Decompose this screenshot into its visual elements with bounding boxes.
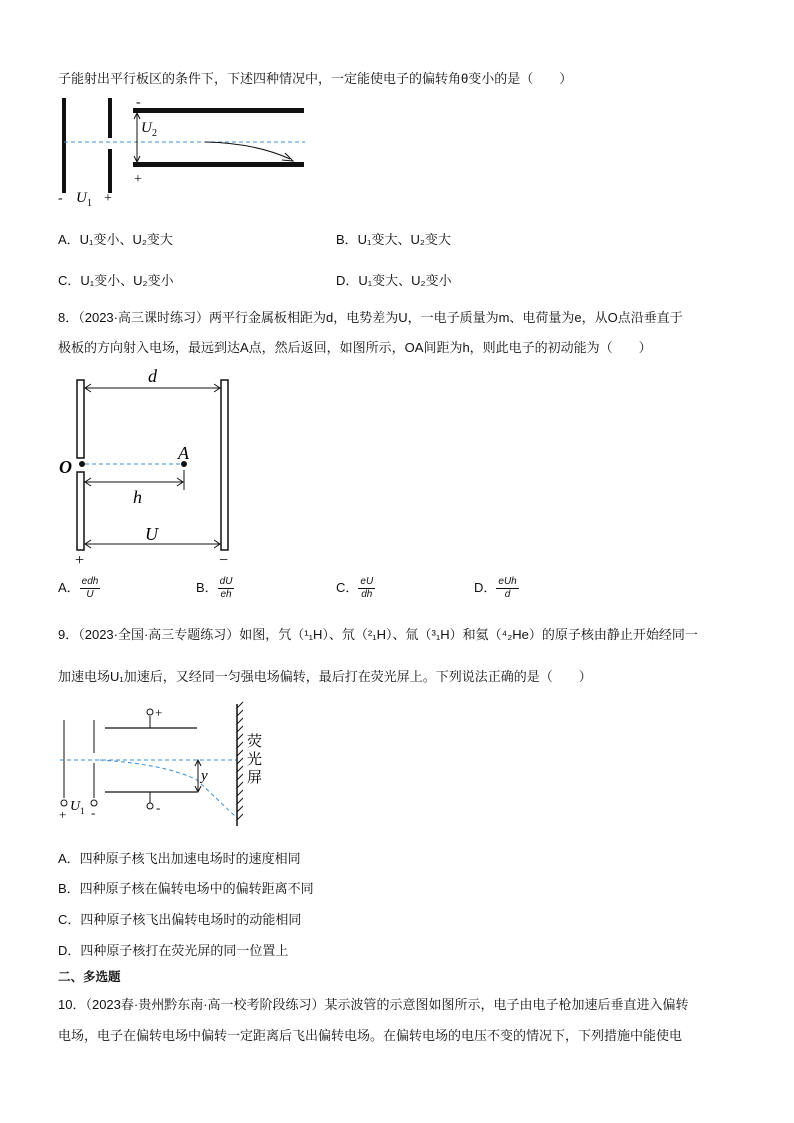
q9-u1-sub: 1 xyxy=(80,806,85,816)
q7-minus-left: - xyxy=(58,191,63,206)
q8-figure xyxy=(55,362,255,570)
q9-plus-top: + xyxy=(155,705,163,720)
q7-u2-label: U xyxy=(141,120,152,136)
q8-minus: − xyxy=(219,552,229,569)
q9-screen-label-2: 光 xyxy=(247,752,263,768)
q9-terminal-bottom xyxy=(147,803,153,809)
q8-option-a[interactable]: A． $\frac{\text{edh}}{U}$ xyxy=(58,576,99,600)
q7-plate-left-2-bottom xyxy=(108,149,112,193)
q9-screen-hatch xyxy=(237,702,243,820)
q10-stem-line2: 电场，电子在偏转电场中偏转一定距离后飞出偏转电场。在偏转电场的电压不变的情况下，下列措施中能使电 xyxy=(58,1028,683,1043)
q7-option-c[interactable]: C．U₁变小、U₂变小 xyxy=(58,273,174,288)
section-heading-multiple-choice: 二、多选题 xyxy=(58,970,121,984)
q8-left-plate-top xyxy=(77,380,84,458)
q9-screen-label-1: 荧 xyxy=(247,734,263,750)
q8-left-plate-bottom xyxy=(77,472,84,550)
q8-stem-line1: 8．（2023·高三课时练习）两平行金属板相距为d，电势差为U，一电子质量为m、电荷量为e，从O点沿垂直于 xyxy=(58,310,683,325)
q7-plate-bottom xyxy=(133,162,304,167)
q9-plus-left: + xyxy=(59,807,67,822)
q7-u1-sub: 1 xyxy=(87,198,92,207)
q9-terminal-left-1 xyxy=(61,800,67,806)
q7-stem-tail: 子能射出平行板区的条件下，下述四种情况中，一定能使电子的偏转角θ变小的是（ ） xyxy=(58,71,573,86)
q9-u1-label: U xyxy=(70,799,81,814)
q7-figure xyxy=(55,92,315,207)
q8-d-label: d xyxy=(148,366,157,386)
q7-option-d[interactable]: D．U₁变大、U₂变小 xyxy=(336,273,452,288)
q8-u-label: U xyxy=(145,524,158,544)
q8-o-label: O xyxy=(59,457,72,477)
q8-a-label: A xyxy=(178,443,189,463)
q7-plus-left: + xyxy=(104,191,112,206)
q9-option-d[interactable]: D．四种原子核打在荧光屏的同一位置上 xyxy=(58,943,289,958)
q7-electron-path xyxy=(205,142,290,159)
q8-option-d[interactable]: D． $\frac{\text{eUh}}{d}$ xyxy=(474,576,517,600)
q10-stem-line1: 10．（2023春·贵州黔东南·高一校考阶段练习）某示波管的示意图如图所示，电子由电子枪加速后垂直进入偏转 xyxy=(58,997,689,1012)
q7-plate-top xyxy=(133,108,304,113)
q9-minus-left: - xyxy=(91,805,96,820)
q8-option-c[interactable]: C． $\frac{eU}{dh}$ xyxy=(336,576,374,600)
q9-stem-line1: 9．（2023·全国·高三专题练习）如图，氕（¹₁H）、氘（²₁H）、氚（³₁H）和氦（⁴₂He）的原子核由静止开始经同一 xyxy=(58,627,698,642)
q9-stem-line2: 加速电场U₁加速后，又经同一匀强电场偏转，最后打在荧光屏上。下列说法正确的是（ ） xyxy=(58,669,592,684)
q9-option-c[interactable]: C．四种原子核飞出偏转电场时的动能相同 xyxy=(58,912,302,927)
q7-u1-label: U xyxy=(76,190,87,206)
q9-particle-path xyxy=(100,760,237,818)
q9-option-b[interactable]: B．四种原子核在偏转电场中的偏转距离不同 xyxy=(58,881,314,896)
q9-minus-bottom: - xyxy=(156,800,161,815)
q7-minus-top: - xyxy=(136,95,141,110)
q7-plate-left-2-top xyxy=(108,98,112,138)
q9-terminal-top xyxy=(147,709,153,715)
q7-option-b[interactable]: B．U₁变大、U₂变大 xyxy=(336,232,451,247)
q8-option-b[interactable]: B． $\frac{dU}{eh}$ xyxy=(196,576,233,600)
q8-h-label: h xyxy=(133,487,142,507)
q7-option-a[interactable]: A．U₁变小、U₂变大 xyxy=(58,232,173,247)
q7-plus-bottom: + xyxy=(134,172,142,187)
q8-right-plate xyxy=(221,380,228,550)
q9-figure xyxy=(55,700,295,830)
q7-plate-left-1 xyxy=(62,98,66,193)
q9-option-a[interactable]: A．四种原子核飞出加速电场时的速度相同 xyxy=(58,851,301,866)
q9-screen-label-3: 屏 xyxy=(247,770,263,786)
q8-stem-line2: 极板的方向射入电场，最远到达A点，然后返回，如图所示，OA间距为h，则此电子的初动能为（ ） xyxy=(58,340,652,355)
q8-point-o xyxy=(79,461,85,467)
q7-u2-sub: 2 xyxy=(152,128,157,139)
q9-y-label: y xyxy=(201,768,208,784)
q8-plus: + xyxy=(75,552,85,569)
q7-arrow-head xyxy=(282,153,293,161)
